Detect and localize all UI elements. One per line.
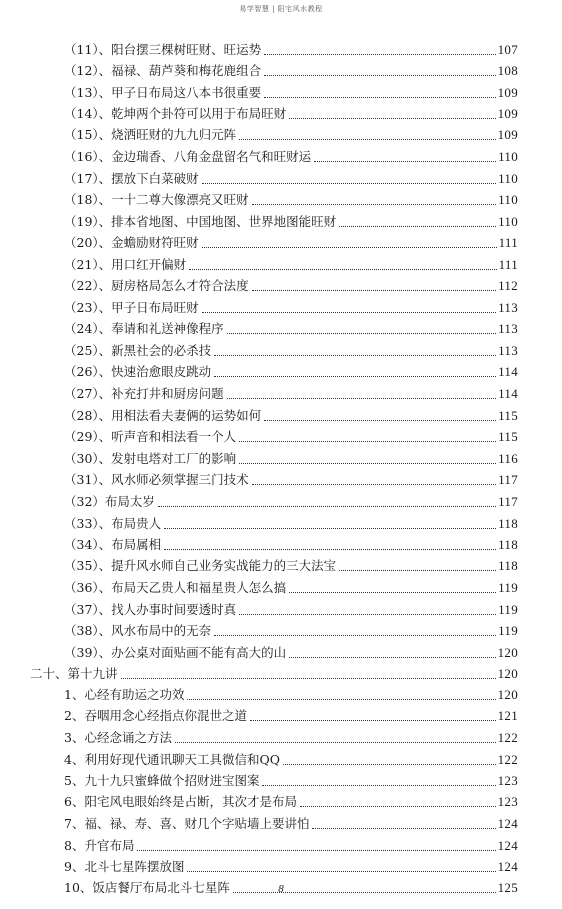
- toc-entry: [64, 233, 518, 252]
- toc-entry: [64, 255, 518, 274]
- dot-leader: [214, 375, 496, 377]
- toc-entry-page: 113: [498, 300, 518, 315]
- toc-entry-title: （22）、厨房格局怎么才符合法度: [64, 278, 249, 293]
- toc-entry: [64, 470, 518, 489]
- toc-entry-title: 4、利用好现代通讯聊天工具微信和QQ: [64, 752, 280, 767]
- toc-entry-title: 5、九十九只蜜蜂做个招财进宝图案: [64, 773, 260, 788]
- dot-leader: [214, 354, 496, 356]
- dot-leader: [164, 548, 496, 550]
- toc-entry-page: 119: [498, 580, 518, 595]
- toc-entry: [64, 514, 518, 533]
- toc-entry-title: （18）、一十二尊大像漂亮又旺财: [64, 192, 249, 207]
- dot-leader: [300, 805, 496, 807]
- toc-entry-page: 110: [498, 171, 518, 186]
- toc-entry: [64, 836, 518, 855]
- toc-entry-page: 119: [498, 602, 518, 617]
- dot-leader: [264, 74, 495, 76]
- toc-entry-title: （12）、福禄、葫芦葵和梅花鹿组合: [64, 63, 262, 78]
- toc-entry-title: （14）、乾坤两个卦符可以用于布局旺财: [64, 106, 287, 121]
- toc-entry-title: （19）、排本省地图、中国地图、世界地图能旺财: [64, 214, 337, 229]
- toc-entry-page: 112: [498, 278, 518, 293]
- dot-leader: [339, 225, 496, 227]
- dot-leader: [202, 182, 496, 184]
- toc-entry-title: 7、福、禄、寿、喜、财几个字贴墙上要讲怕: [64, 816, 310, 831]
- toc-entry-page: 117: [498, 494, 518, 509]
- toc-entry: [64, 212, 518, 231]
- toc-entry-title: 2、吞咽用念心经指点你混世之道: [64, 708, 247, 723]
- page-number: 8: [278, 883, 284, 895]
- toc-entry-page: 124: [497, 838, 518, 853]
- toc-entry: [64, 125, 518, 144]
- toc-entry-page: 123: [497, 794, 518, 809]
- dot-leader: [264, 419, 496, 421]
- toc-entry-title: （16）、金边瑞香、八角金盘留名气和旺财运: [64, 149, 312, 164]
- toc-entry-page: 123: [497, 773, 518, 788]
- toc-entry-title: 9、北斗七星阵摆放图: [64, 859, 185, 874]
- toc-entry: [64, 535, 518, 554]
- dot-leader: [175, 741, 496, 743]
- toc-entry-page: 110: [498, 214, 518, 229]
- toc-entry-title: （11）、阳台摆三棵树旺财、旺运势: [64, 42, 262, 57]
- running-header: 易学智慧 | 阳宅风水教程: [239, 5, 323, 13]
- toc-entry-title: （21）、用口红开偏财: [64, 257, 187, 272]
- toc-entry-title: （38）、风水布局中的无奈: [64, 623, 212, 638]
- dot-leader: [202, 311, 496, 313]
- toc-entry-page: 110: [498, 192, 518, 207]
- toc-entry-page: 113: [498, 343, 518, 358]
- toc-entry-title: （32）布局太岁: [64, 494, 155, 509]
- toc-entry-title: （24）、奉请和礼送神像程序: [64, 321, 224, 336]
- toc-entry-page: 109: [497, 127, 518, 142]
- toc-entry: [64, 362, 518, 381]
- dot-leader: [339, 569, 496, 571]
- dot-leader: [312, 827, 495, 829]
- toc-entry-page: 120: [497, 645, 518, 660]
- dot-leader: [283, 763, 496, 765]
- toc-entry-page: 109: [497, 85, 518, 100]
- toc-entry-title: （29）、听声音和相法看一个人: [64, 429, 237, 444]
- dot-leader: [264, 53, 495, 55]
- dot-leader: [252, 203, 496, 205]
- toc-entry: [64, 706, 518, 725]
- toc-entry-page: 118: [498, 516, 518, 531]
- toc-entry-page: 107: [497, 42, 518, 57]
- dot-leader: [289, 117, 495, 119]
- toc-entry: [64, 792, 518, 811]
- toc-entry-title: （33）、布局贵人: [64, 516, 162, 531]
- dot-leader: [252, 483, 496, 485]
- toc-entry-page: 125: [497, 880, 518, 895]
- toc-entry-title: 6、阳宅风电眼始终是占断，其次才是布局: [64, 794, 297, 809]
- toc-entry-title: （36）、布局天乙贵人和福星贵人怎么搞: [64, 580, 287, 595]
- dot-leader: [239, 462, 496, 464]
- toc-entry-title: 二十、第十九讲: [30, 666, 118, 681]
- toc-entry-page: 108: [497, 63, 518, 78]
- toc-entry: [64, 104, 518, 123]
- toc-entry-title: （23）、甲子日布局旺财: [64, 300, 199, 315]
- dot-leader: [239, 138, 495, 140]
- toc-entry: [64, 83, 518, 102]
- dot-leader: [187, 698, 495, 700]
- toc-entry: [64, 40, 518, 59]
- toc-entry: [64, 621, 518, 640]
- dot-leader: [314, 160, 496, 162]
- toc-entry-title: （27）、补充打井和厨房问题: [64, 386, 224, 401]
- dot-leader: [137, 849, 495, 851]
- toc-entry-page: 118: [498, 537, 518, 552]
- dot-leader: [239, 613, 496, 615]
- dot-leader: [289, 656, 495, 658]
- toc-entry-page: 113: [498, 321, 518, 336]
- toc-entry-page: 111: [498, 257, 518, 272]
- toc-entry: [64, 685, 518, 704]
- toc-entry: [64, 319, 518, 338]
- toc-entry-title: 10、饭店餐厅布局北斗七星阵: [64, 880, 230, 895]
- toc-entry: [64, 147, 518, 166]
- toc-entry-page: 120: [497, 687, 518, 702]
- toc-entry: [64, 276, 518, 295]
- dot-leader: [214, 634, 496, 636]
- toc-entry-page: 115: [498, 408, 518, 423]
- toc-entry: [64, 384, 518, 403]
- toc-entry-page: 115: [498, 429, 518, 444]
- toc-entry: [64, 750, 518, 769]
- toc-entry-page: 120: [497, 666, 518, 681]
- toc-entry-title: （13）、甲子日布局这八本书很重要: [64, 85, 262, 100]
- toc-entry: [64, 406, 518, 425]
- dot-leader: [252, 289, 496, 291]
- toc-entry-title: （17）、摆放下白菜破财: [64, 171, 199, 186]
- dot-leader: [262, 784, 495, 786]
- dot-leader: [250, 719, 496, 721]
- dot-leader: [227, 332, 496, 334]
- dot-leader: [187, 870, 495, 872]
- toc-entry: [64, 341, 518, 360]
- toc-entry-title: （20）、金蟾励财符旺财: [64, 235, 199, 250]
- toc-entry-page: 110: [498, 149, 518, 164]
- toc-entry: [64, 857, 518, 876]
- toc-entry-title: （28）、用相法看夫妻俩的运势如何: [64, 408, 262, 423]
- toc-entry: [64, 771, 518, 790]
- toc-entry-title: 1、心经有助运之功效: [64, 687, 185, 702]
- toc-entry-page: 109: [497, 106, 518, 121]
- toc-entry: [64, 449, 518, 468]
- toc-entry: [64, 643, 518, 662]
- dot-leader: [158, 505, 496, 507]
- toc-entry: [30, 664, 518, 683]
- toc-entry-title: （34）、布局属相: [64, 537, 162, 552]
- toc-entry-page: 119: [498, 623, 518, 638]
- toc-entry-title: （26）、快速治愈眼皮跳动: [64, 364, 212, 379]
- toc-entry: [64, 427, 518, 446]
- toc-entry: [64, 814, 518, 833]
- toc-entry-title: （30）、发射电塔对工厂的影响: [64, 451, 237, 466]
- toc-entry-title: 8、升官布局: [64, 838, 135, 853]
- toc-entry-page: 117: [498, 472, 518, 487]
- toc-entry-title: （37）、找人办事时间要透时真: [64, 602, 237, 617]
- toc-entry-title: （39）、办公桌对面贴画不能有高大的山: [64, 645, 287, 660]
- toc-entry-title: 3、心经念诵之方法: [64, 730, 172, 745]
- toc-entry-page: 118: [498, 558, 518, 573]
- dot-leader: [202, 246, 497, 248]
- toc-entry: [64, 492, 518, 511]
- dot-leader: [189, 268, 496, 270]
- toc-entry-page: 122: [497, 752, 518, 767]
- toc-entry-page: 121: [497, 708, 518, 723]
- toc-entry-page: 122: [497, 730, 518, 745]
- toc-entry-page: 124: [497, 859, 518, 874]
- dot-leader: [121, 677, 496, 679]
- toc-entry: [64, 190, 518, 209]
- dot-leader: [289, 591, 496, 593]
- dot-leader: [227, 397, 496, 399]
- toc-entry-title: （35）、提升风水师自己业务实战能力的三大法宝: [64, 558, 337, 573]
- toc-entry-title: （15）、烧洒旺财的九九归元阵: [64, 127, 237, 142]
- dot-leader: [164, 527, 496, 529]
- dot-leader: [239, 440, 496, 442]
- toc-entry: [64, 298, 518, 317]
- toc-entry-page: 124: [497, 816, 518, 831]
- dot-leader: [264, 96, 495, 98]
- toc-entry-page: 114: [498, 386, 518, 401]
- toc-entry-page: 116: [498, 451, 518, 466]
- toc-entry: [64, 728, 518, 747]
- toc-entry: [64, 556, 518, 575]
- toc-entry-title: （25）、新黑社会的必杀技: [64, 343, 212, 358]
- toc-entry: [64, 578, 518, 597]
- toc-entry-page: 114: [498, 364, 518, 379]
- toc-entry: [64, 600, 518, 619]
- toc-entry-page: 111: [498, 235, 518, 250]
- toc-entry: [64, 169, 518, 188]
- toc-entry: [64, 61, 518, 80]
- toc-entry-title: （31）、风水师必须掌握三门技术: [64, 472, 249, 487]
